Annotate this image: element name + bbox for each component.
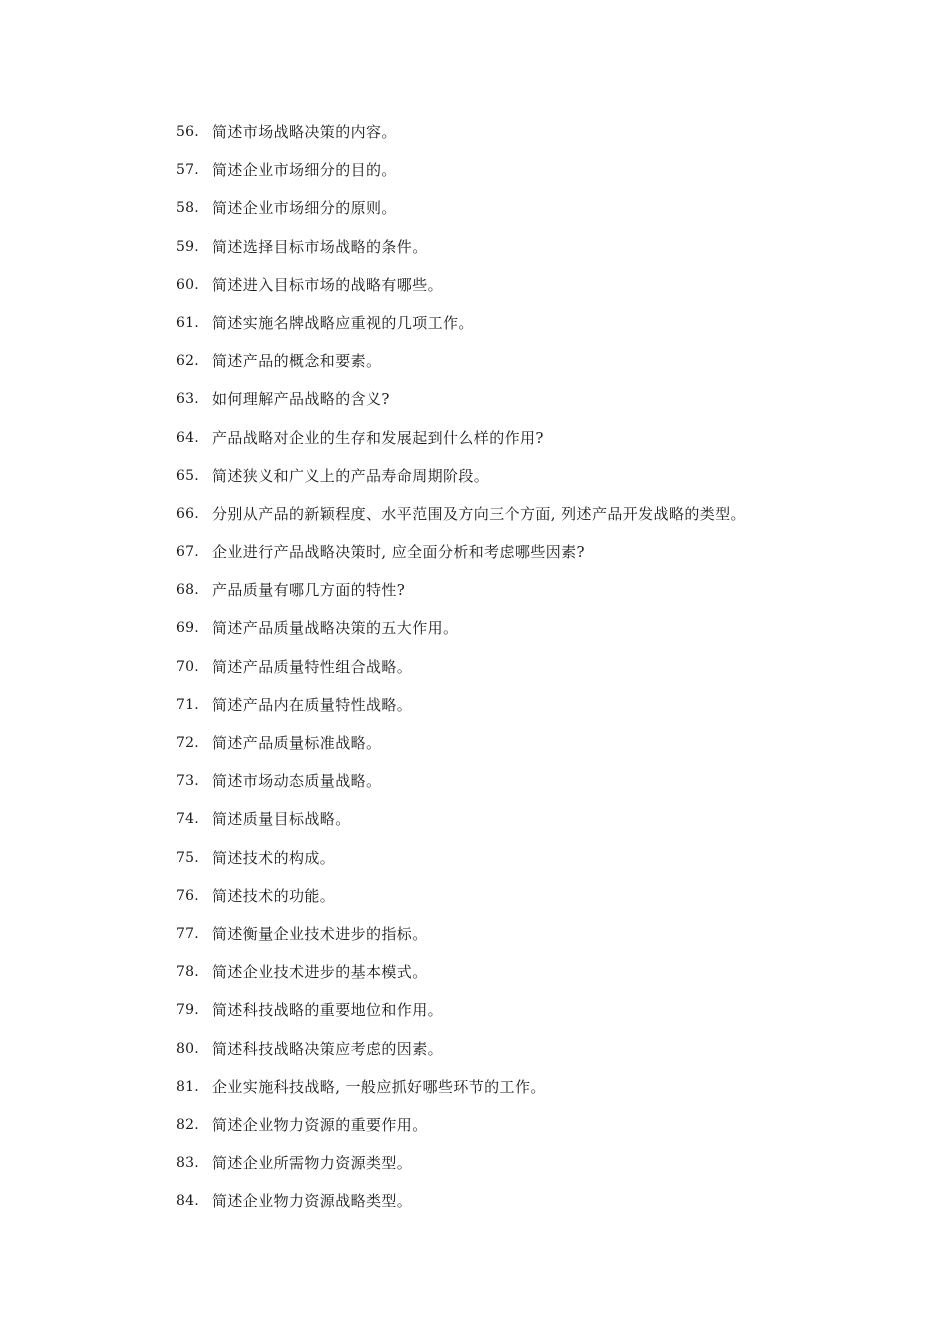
- question-text: 简述产品质量特性组合战略。: [212, 657, 413, 676]
- question-number: 82.: [176, 1116, 199, 1133]
- question-item: [176, 580, 876, 618]
- question-text: 分别从产品的新颖程度、水平范围及方向三个方面, 列述产品开发战略的类型。: [212, 504, 746, 523]
- question-item: [176, 809, 876, 847]
- question-text: 简述技术的构成。: [212, 848, 336, 867]
- question-number: 66.: [176, 505, 199, 522]
- question-text: 简述企业物力资源战略类型。: [212, 1192, 413, 1211]
- question-number: 71.: [176, 696, 199, 713]
- question-number: 67.: [176, 544, 199, 561]
- question-item: [176, 428, 876, 466]
- question-number: 64.: [176, 429, 199, 446]
- question-item: [176, 351, 876, 389]
- question-text: 简述产品的概念和要素。: [212, 352, 382, 371]
- question-item: [176, 886, 876, 924]
- question-number: 74.: [176, 811, 199, 828]
- question-number: 81.: [176, 1078, 199, 1095]
- question-text: 简述企业市场细分的目的。: [212, 161, 397, 180]
- question-number: 84.: [176, 1193, 199, 1210]
- question-text: 简述质量目标战略。: [212, 810, 351, 829]
- question-text: 简述科技战略的重要地位和作用。: [212, 1001, 444, 1020]
- question-item: [176, 657, 876, 695]
- question-text: 简述进入目标市场的战略有哪些。: [212, 275, 444, 294]
- question-item: [176, 275, 876, 313]
- question-number: 59.: [176, 238, 199, 255]
- question-text: 简述技术的功能。: [212, 886, 336, 905]
- question-text: 如何理解产品战略的含义?: [212, 390, 390, 409]
- question-item: [176, 198, 876, 236]
- question-text: 简述狭义和广义上的产品寿命周期阶段。: [212, 466, 490, 485]
- question-text: 企业进行产品战略决策时, 应全面分析和考虑哪些因素?: [212, 543, 585, 562]
- question-text: 简述企业市场细分的原则。: [212, 199, 397, 218]
- question-item: [176, 1191, 876, 1229]
- question-number: 70.: [176, 658, 199, 675]
- question-text: 简述企业技术进步的基本模式。: [212, 963, 428, 982]
- question-item: [176, 924, 876, 962]
- question-item: [176, 962, 876, 1000]
- question-item: [176, 160, 876, 198]
- question-item: [176, 237, 876, 275]
- question-item: [176, 1153, 876, 1191]
- question-item: [176, 1077, 876, 1115]
- question-item: [176, 1115, 876, 1153]
- question-number: 73.: [176, 773, 199, 790]
- question-number: 78.: [176, 964, 199, 981]
- question-number: 60.: [176, 276, 199, 293]
- question-number: 75.: [176, 849, 199, 866]
- question-number: 76.: [176, 887, 199, 904]
- question-text: 产品质量有哪几方面的特性?: [212, 581, 406, 600]
- question-item: [176, 313, 876, 351]
- question-text: 简述市场动态质量战略。: [212, 772, 382, 791]
- question-item: [176, 848, 876, 886]
- question-text: 简述选择目标市场战略的条件。: [212, 237, 428, 256]
- question-number: 58.: [176, 200, 199, 217]
- question-text: 简述产品质量标准战略。: [212, 734, 382, 752]
- question-number: 79.: [176, 1002, 199, 1019]
- question-number: 77.: [176, 925, 199, 942]
- question-item: [176, 542, 876, 580]
- question-item: [176, 504, 876, 542]
- question-number: 63.: [176, 391, 199, 408]
- question-item: [176, 618, 876, 656]
- question-item: [176, 122, 876, 160]
- question-number: 68.: [176, 582, 199, 599]
- question-number: 61.: [176, 314, 199, 331]
- question-number: 83.: [176, 1155, 199, 1172]
- question-number: 62.: [176, 353, 199, 370]
- question-item: [176, 695, 876, 733]
- question-text: 产品战略对企业的生存和发展起到什么样的作用?: [212, 428, 544, 447]
- question-item: [176, 1000, 876, 1038]
- question-text: 简述企业物力资源的重要作用。: [212, 1115, 428, 1134]
- question-list: [176, 122, 876, 1229]
- question-text: 简述科技战略决策应考虑的因素。: [212, 1039, 444, 1058]
- question-text: 简述产品内在质量特性战略。: [212, 695, 413, 714]
- question-text: 简述衡量企业技术进步的指标。: [212, 924, 428, 943]
- question-item: [176, 1039, 876, 1077]
- question-number: 57.: [176, 162, 199, 179]
- question-number: 72.: [176, 735, 199, 751]
- question-number: 65.: [176, 467, 199, 484]
- question-number: 69.: [176, 620, 199, 637]
- question-number: 80.: [176, 1040, 199, 1057]
- question-item: [176, 733, 876, 771]
- question-item: [176, 466, 876, 504]
- question-text: 简述市场战略决策的内容。: [212, 123, 397, 141]
- question-item: [176, 389, 876, 427]
- question-number: 56.: [176, 124, 199, 140]
- question-text: 简述实施名牌战略应重视的几项工作。: [212, 313, 474, 332]
- question-text: 简述产品质量战略决策的五大作用。: [212, 619, 459, 638]
- question-text: 简述企业所需物力资源类型。: [212, 1154, 413, 1173]
- question-text: 企业实施科技战略, 一般应抓好哪些环节的工作。: [212, 1077, 546, 1096]
- question-item: [176, 771, 876, 809]
